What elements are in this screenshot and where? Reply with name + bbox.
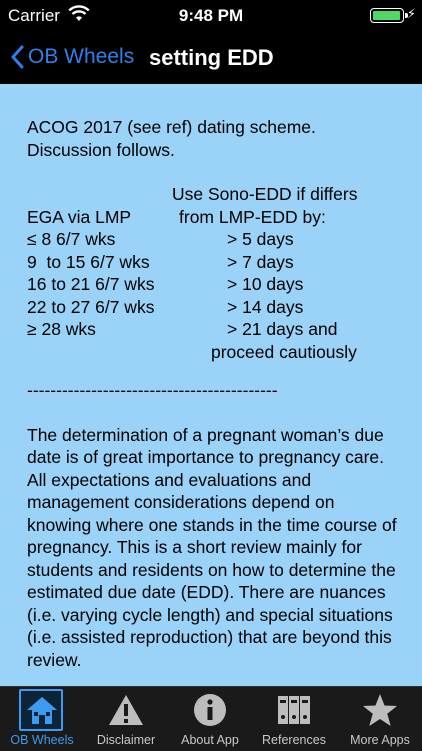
tab-references[interactable] xyxy=(252,687,336,751)
battery-icon xyxy=(370,8,404,23)
content-scroll-area[interactable] xyxy=(0,84,422,686)
diff-cell: > 21 days and xyxy=(227,319,338,339)
diff-cell: > 14 days xyxy=(227,296,304,317)
tab-label: References xyxy=(262,733,326,747)
diff-cell: > 7 days xyxy=(227,251,294,272)
tab-about-app[interactable] xyxy=(168,687,252,751)
tab-more-apps[interactable] xyxy=(338,687,422,751)
divider: ------------------------------------------- xyxy=(27,380,278,400)
carrier-label: Carrier xyxy=(8,6,60,25)
table-header-left: EGA via LMP xyxy=(27,206,132,227)
info-icon xyxy=(190,691,230,729)
tab-disclaimer[interactable] xyxy=(84,687,168,751)
back-button[interactable] xyxy=(10,40,134,74)
table-header-right-1: Use Sono-EDD if differs xyxy=(172,184,358,204)
ega-cell: ≤ 8 6/7 wks xyxy=(27,229,116,249)
diff-cell: > 10 days xyxy=(227,274,304,294)
ega-cell: 9 to 15 6/7 wks xyxy=(27,251,150,272)
table-header-right-2: from LMP-EDD by: xyxy=(179,206,326,227)
dating-table xyxy=(27,183,399,361)
tab-label: OB Wheels xyxy=(10,733,74,747)
page-title: setting EDD xyxy=(149,45,274,70)
navigation-bar xyxy=(0,34,422,80)
status-time: 9:48 PM xyxy=(178,6,244,25)
back-button-label: OB Wheels xyxy=(28,45,135,68)
ega-cell: 22 to 27 6/7 wks xyxy=(27,296,155,317)
tab-label: More Apps xyxy=(350,733,410,747)
table-row xyxy=(27,251,399,274)
tab-label: About App xyxy=(181,733,239,747)
chevron-left-icon xyxy=(10,45,24,69)
diff-cell: > 5 days xyxy=(227,229,294,249)
charging-icon: ⚡ xyxy=(406,6,416,21)
ega-cell: ≥ 28 wks xyxy=(27,319,96,339)
table-row xyxy=(27,273,399,296)
body-text: The determination of a pregnant woman’s due date is of great importance to pregnancy care. All expectations and evaluations and management considerations depend on knowing where one stands in the time course of pregnancy. This is a short review mainly for students and residents on how to determine the estimated due date (EDD). There are nuances (i.e. varying cycle length) and special situations (i.e. assisted reproduction) that are beyond this review. xyxy=(27,424,397,670)
warning-icon xyxy=(106,691,146,729)
ega-cell: 16 to 21 6/7 wks xyxy=(27,274,155,294)
table-row xyxy=(27,318,399,341)
intro-text: ACOG 2017 (see ref) dating scheme. Discussion follows. xyxy=(27,117,316,160)
table-note: proceed cautiously xyxy=(211,341,357,362)
table-row xyxy=(27,228,399,251)
tab-ob-wheels[interactable] xyxy=(0,687,84,751)
tab-label: Disclaimer xyxy=(96,733,156,747)
home-icon xyxy=(22,691,62,729)
star-icon xyxy=(360,691,400,729)
table-row xyxy=(27,296,399,319)
tab-bar xyxy=(0,686,422,751)
status-bar xyxy=(0,0,422,34)
binders-icon xyxy=(274,691,314,729)
